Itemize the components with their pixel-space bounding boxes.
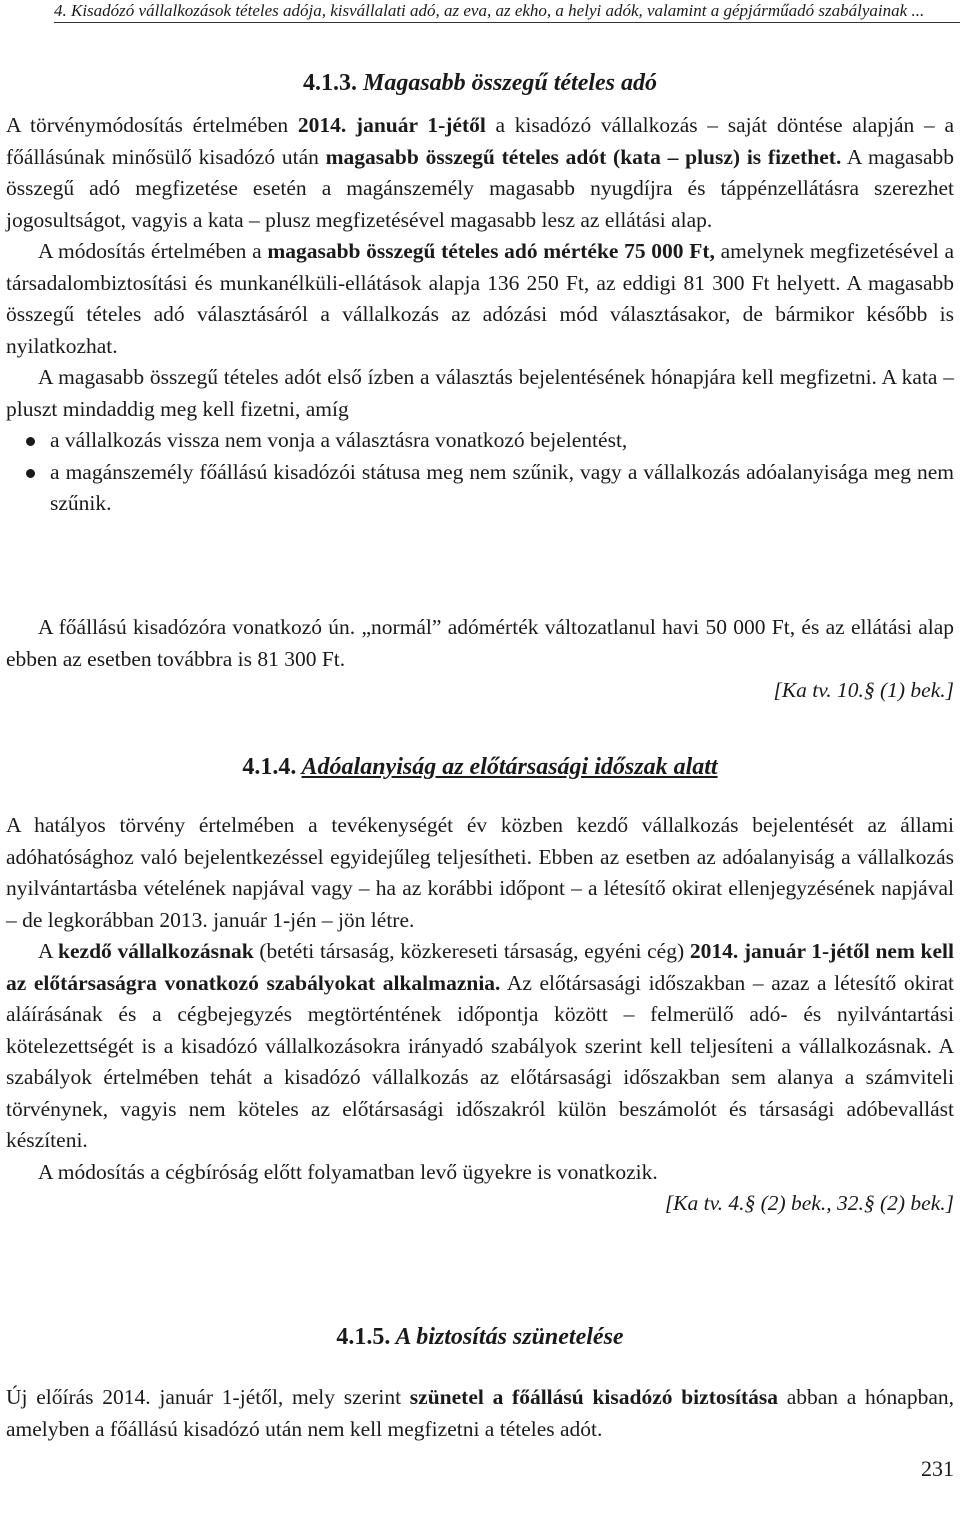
- list-item: [6, 425, 954, 457]
- paragraph: [6, 110, 954, 236]
- section-heading: [6, 68, 954, 98]
- text-run: A magasabb összegű adó megfizetése esetén a magánszemély magasabb nyugdíjra és táppénzellátásra szerezhet jogosultságot, vagyis a kata – plusz megfizetésével magasabb lesz az ellátási alap.: [6, 144, 954, 232]
- section-4-1-4: [6, 752, 954, 782]
- legal-reference: [Ka tv. 4.§ (2) bek., 32.§ (2) bek.]: [664, 1191, 954, 1215]
- list-item-text: a magánszemély főállású kisadózói státusa meg nem szűnik, vagy a vállalkozás adóalanyisága meg nem szűnik.: [50, 459, 954, 515]
- bold-run: szünetel a főállású kisadózó biztosítása: [409, 1385, 778, 1409]
- section-4-1-3: [6, 68, 954, 98]
- section-4-1-5-body: [6, 1382, 954, 1445]
- paragraph: A főállású kisadózóra vonatkozó ún. „normál” adómérték változatlanul havi 50 000 Ft, és az ellátási alap ebben az esetben továbbra is 81 300 Ft.: [6, 615, 954, 671]
- bold-run: magasabb összegű tételes adót (kata – plusz) is fizethet.: [325, 144, 842, 169]
- section-4-1-3-body: [6, 110, 954, 520]
- section-number: 4.1.3.: [303, 70, 357, 96]
- text-run: A módosítás értelmében a: [38, 239, 268, 263]
- paragraph: A hatályos törvény értelmében a tevékenységét év közben kezdő vállalkozás bejelentését az állami adóhatósághoz való bejelentkezéssel egyidejűleg teljesítheti. Ebben az esetben az adóalanyiság a vállalkozás nyilvántartásba vételének napjával vagy – ha az korábbi időpont – a létesítő okirat ellenjegyzésének napjával – de legkorábban 2013. január 1-jén – jön létre.: [6, 813, 954, 932]
- paragraph: A módosítás a cégbíróság előtt folyamatban levő ügyekre is vonatkozik.: [38, 1159, 658, 1184]
- bullet-list: [6, 425, 954, 520]
- bullet-icon: [26, 437, 35, 446]
- section-number: 4.1.5.: [336, 1324, 391, 1350]
- section-heading: [6, 752, 954, 782]
- bold-run: 2014. január 1-jétől nem kell az előtársaságra vonatkozó szabályokat alkalmaznia.: [6, 939, 954, 995]
- list-item: [6, 457, 954, 520]
- section-4-1-4-body: [6, 810, 954, 1220]
- text-run: a kisadózó vállalkozás – saját döntése alapján – a főállásúnak minősülő kisadózó után: [6, 113, 954, 169]
- paragraph: [6, 936, 954, 1157]
- text-run: amelynek megfizetésével a társadalombiztosítási és munkanélküli-ellátások alapja 136 250 Ft, az eddigi 81 300 Ft helyett. A magasabb összegű tételes adó választásáról a vállalkozás az adózási mód választásakor, de bármikor később is nyilatkozhat.: [6, 239, 954, 358]
- text-run: Az előtársasági időszakban – azaz a létesítő okirat aláírásának és a cégbejegyzés megtörténtének időpontja között – felmerülő adó- és nyilvántartási kötelezettségét is a kisadózó vállalkozásokra irányadó szabályok szerint kell teljesíteni a vállalkozásnak. A szabályok értelmében tehát a kisadózó vállalkozás az előtársasági időszakban sem alanya a számviteli törvénynek, vagyis nem köteles az előtársasági időszakról külön beszámolót és társasági adóbevallást készíteni.: [6, 970, 954, 1152]
- paragraph: [6, 1382, 954, 1445]
- text-run: A: [38, 939, 59, 963]
- header-divider: [54, 22, 960, 23]
- text-run: (betéti társaság, közkereseti társaság, egyéni cég): [253, 939, 690, 963]
- legal-reference: [Ka tv. 10.§ (1) bek.]: [773, 678, 954, 702]
- section-title: Adóalanyiság az előtársasági időszak alatt: [301, 754, 718, 780]
- text-run: Új előírás 2014. január 1-jétől, mely szerint: [6, 1385, 410, 1409]
- bold-run: kezdő vállalkozásnak: [58, 939, 254, 963]
- bold-run: 2014. január 1-jétől: [297, 113, 486, 137]
- running-header: 4. Kisadózó vállalkozások tételes adója, kisvállalati adó, az eva, az ekho, a helyi adók, valamint a gépjárműadó szabályainak ...: [54, 1, 925, 20]
- paragraph: [6, 236, 954, 362]
- section-4-1-5: [6, 1322, 954, 1352]
- page-number: 231: [921, 1456, 954, 1481]
- bullet-icon: [26, 469, 35, 478]
- section-number: 4.1.4.: [242, 754, 297, 780]
- text-run: A törvénymódosítás értelmében: [6, 113, 298, 137]
- text-run: abban a hónapban, amelyben a főállású kisadózó után nem kell megfizetni a tételes adót.: [6, 1385, 955, 1441]
- section-heading: [6, 1322, 954, 1352]
- paragraph: A magasabb összegű tételes adót első ízben a választás bejelentésének hónapjára kell megfizetni. A kata – pluszt mindaddig meg kell fizetni, amíg: [6, 365, 954, 421]
- section-title: A biztosítás szünetelése: [395, 1324, 624, 1350]
- section-4-1-3-closing: [6, 612, 954, 707]
- list-item-text: a vállalkozás vissza nem vonja a választásra vonatkozó bejelentést,: [50, 428, 628, 452]
- bold-run: magasabb összegű tételes adó mértéke 75 000 Ft,: [267, 239, 715, 263]
- section-title: Magasabb összegű tételes adó: [363, 70, 657, 96]
